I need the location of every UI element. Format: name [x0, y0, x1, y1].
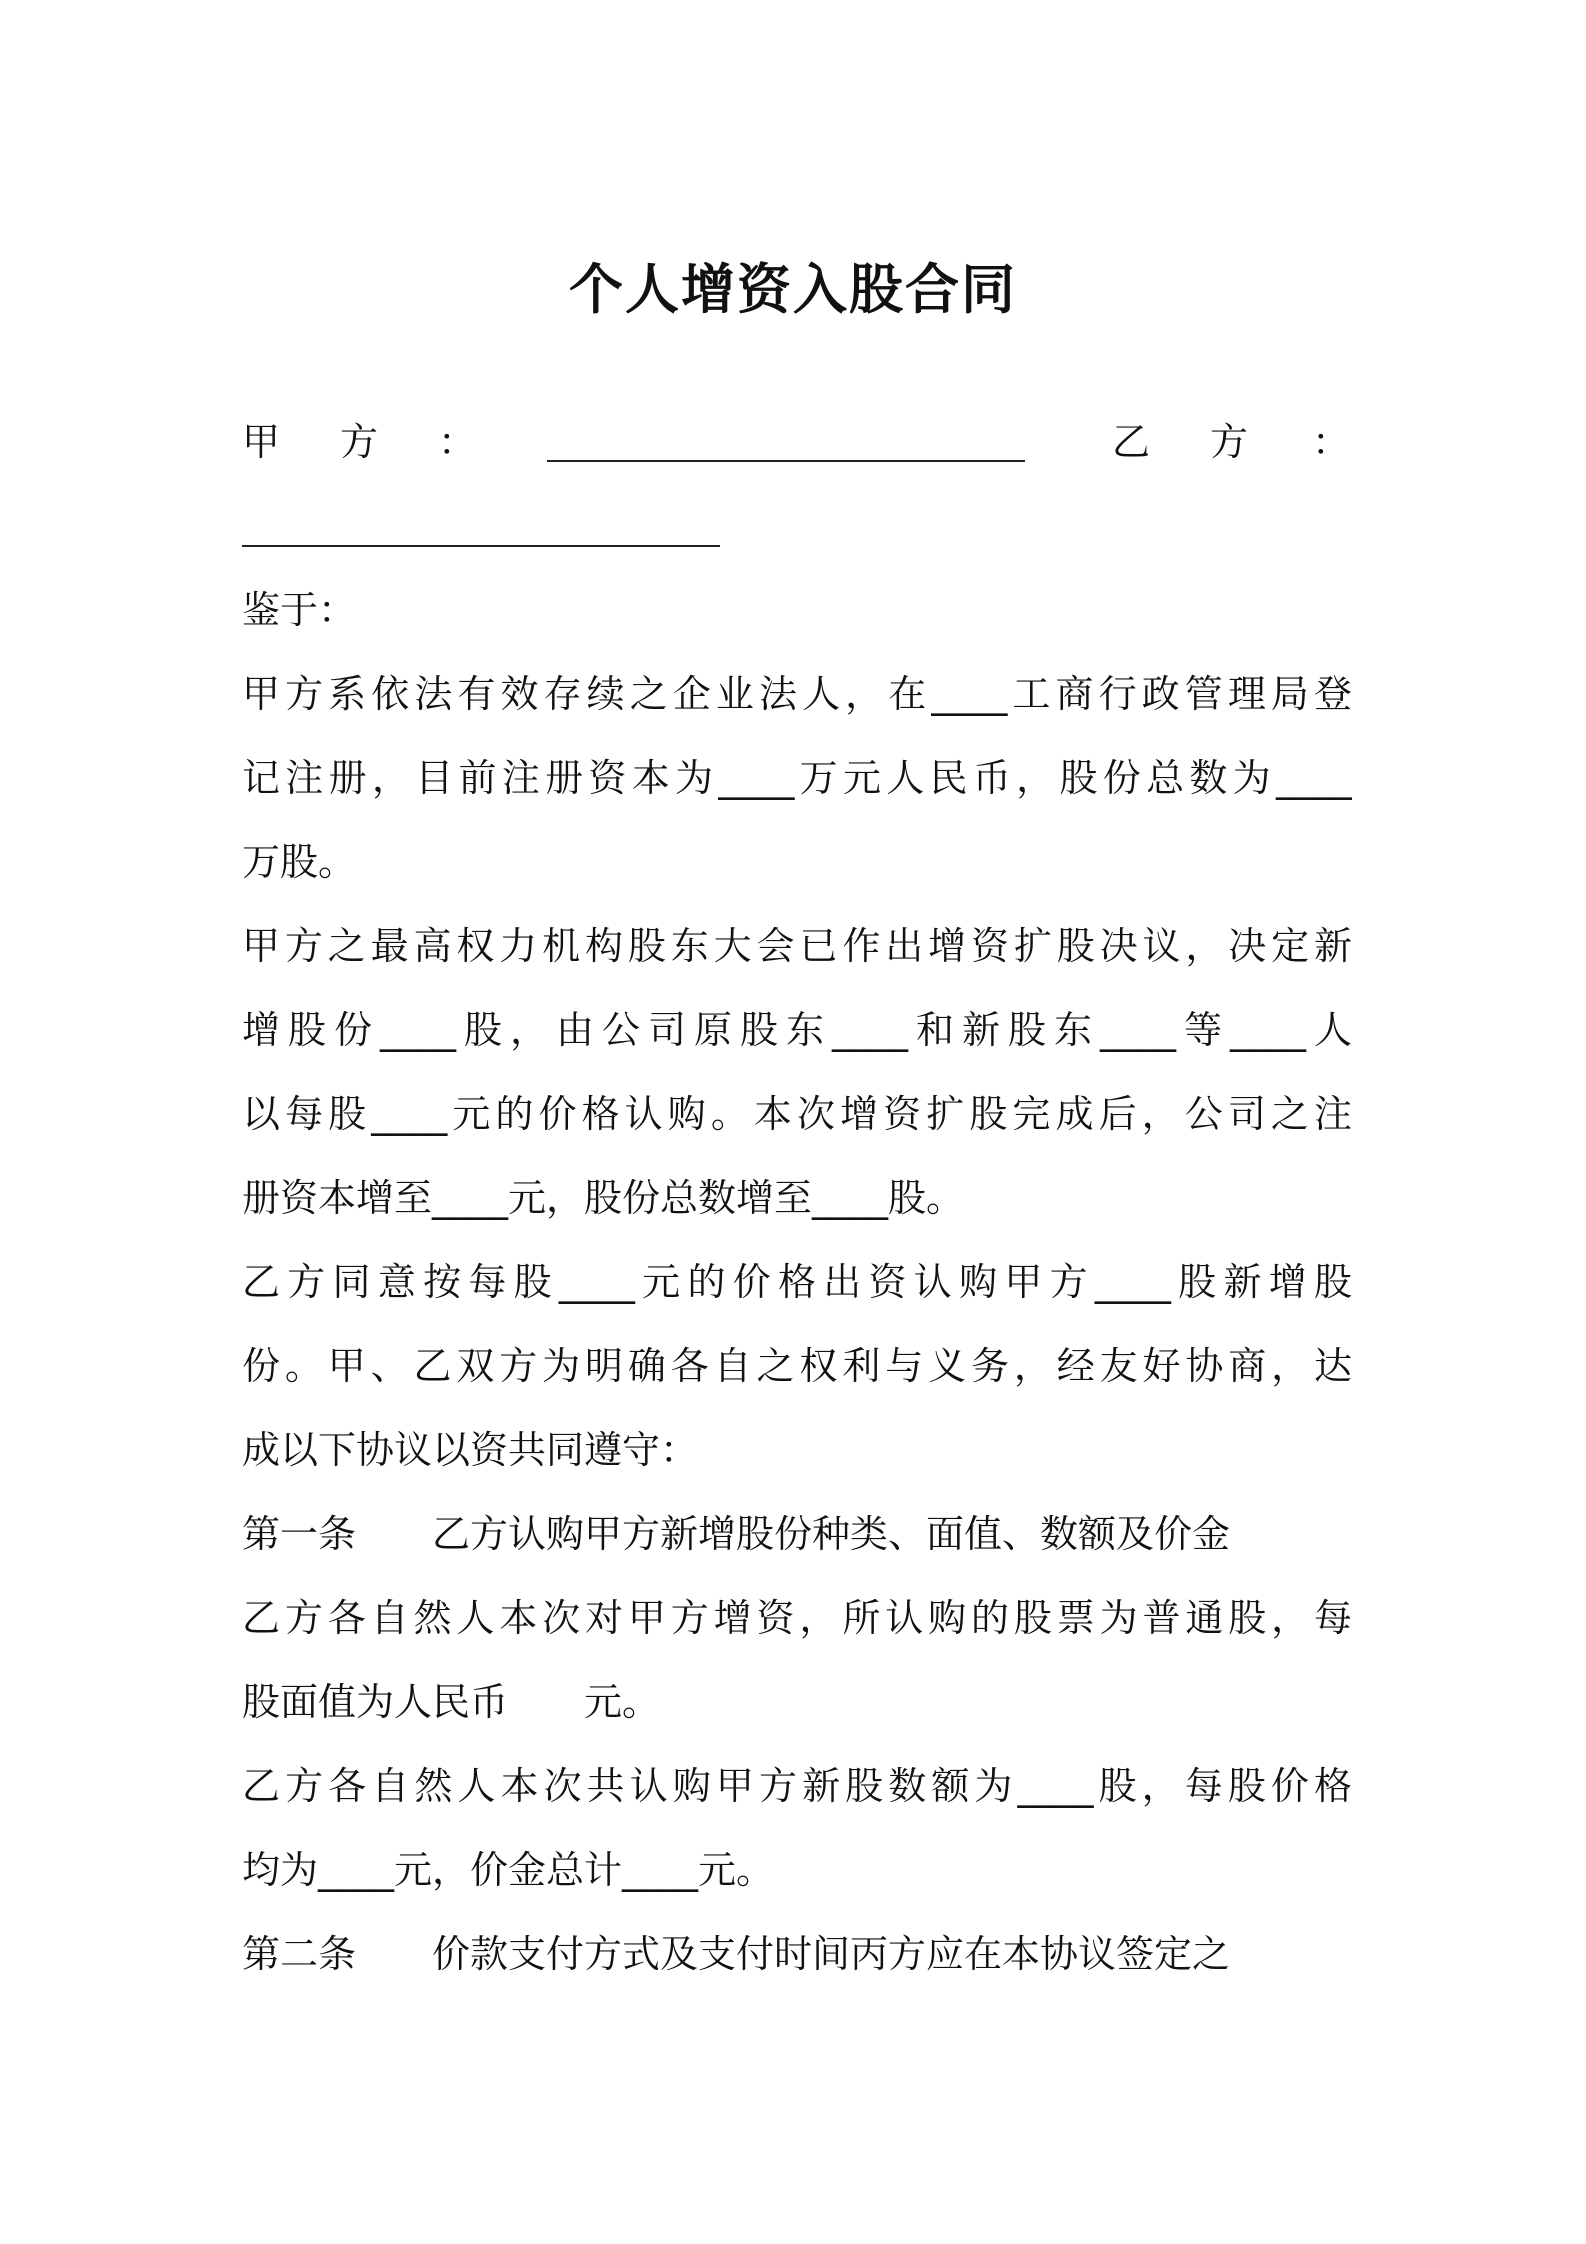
party-a-label-2: 方	[340, 420, 379, 464]
text-line: 甲方之最高权力机构股东大会已作出增资扩股决议，决定新	[242, 924, 1352, 968]
party-row	[242, 400, 1352, 484]
article-heading: 第二条 价款支付方式及支付时间丙方应在本协议签定之	[242, 1932, 1231, 1976]
text-line: 册资本增至____元，股份总数增至____股。	[242, 1176, 965, 1220]
document-title: 个人增资入股合同	[569, 258, 1017, 321]
text-line: 增股份____股，由公司原股东____和新股东____等____人	[242, 1008, 1352, 1052]
text-line: 记注册，目前注册资本为____万元人民币，股份总数为____	[242, 756, 1352, 800]
text-line: 股面值为人民币 元。	[242, 1680, 661, 1724]
article-heading: 第一条 乙方认购甲方新增股份种类、面值、数额及价金	[242, 1512, 1231, 1556]
text-line: 份。甲、乙双方为明确各自之权利与义务，经友好协商，达	[242, 1344, 1352, 1388]
party-b-label-1: 乙	[1112, 420, 1151, 464]
text-line: 均为____元，价金总计____元。	[242, 1848, 775, 1892]
party-a-blank[interactable]	[547, 460, 1025, 462]
text-line: 乙方各自然人本次对甲方增资，所认购的股票为普通股，每	[242, 1596, 1352, 1640]
text-line: 成以下协议以资共同遵守：	[242, 1428, 699, 1472]
text-line: 鉴于：	[242, 588, 357, 632]
party-b-label-2: 方	[1210, 420, 1249, 464]
party-a-colon: ：	[438, 420, 477, 464]
party-b-colon: ：	[1312, 420, 1351, 464]
party-b-blank[interactable]	[242, 545, 720, 547]
text-line: 万股。	[242, 840, 357, 884]
party-a-label-1: 甲	[242, 420, 281, 464]
text-line: 甲方系依法有效存续之企业法人，在____工商行政管理局登	[242, 672, 1352, 716]
text-line: 乙方同意按每股____元的价格出资认购甲方____股新增股	[242, 1260, 1352, 1304]
text-line: 以每股____元的价格认购。本次增资扩股完成后，公司之注	[242, 1092, 1352, 1136]
text-line: 乙方各自然人本次共认购甲方新股数额为____股，每股价格	[242, 1764, 1352, 1808]
